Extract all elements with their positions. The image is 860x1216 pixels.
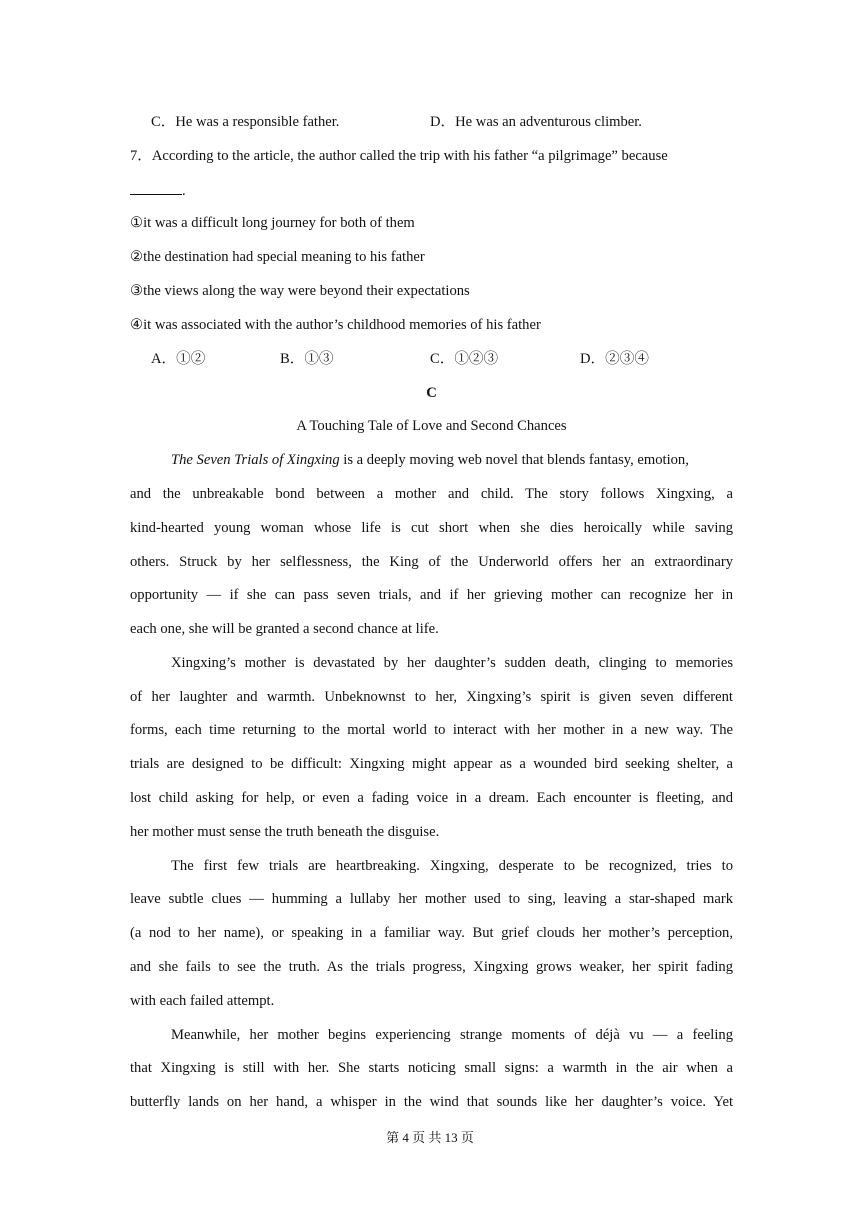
p2-line-4: trials are designed to be difficult: Xingxing might appear as a wounded bird seeking shelter, a bbox=[130, 756, 733, 772]
q7-statement-3: ③the views along the way were beyond their expectations bbox=[130, 283, 470, 299]
p3-line-2: leave subtle clues — humming a lullaby her mother used to sing, leaving a star-shaped mark bbox=[130, 891, 733, 907]
p3-line-1: The first few trials are heartbreaking. Xingxing, desperate to be recognized, tries to bbox=[171, 858, 733, 874]
q7-blank-line bbox=[130, 180, 733, 201]
q7-statement-1: ①it was a difficult long journey for both of them bbox=[130, 215, 415, 231]
q7-statement-4: ④it was associated with the author’s childhood memories of his father bbox=[130, 317, 541, 333]
q7-blank-period: . bbox=[182, 183, 186, 199]
q7-stem: 7．According to the article, the author called the trip with his father “a pilgrimage” because bbox=[130, 148, 668, 164]
q7-statement-2: ②the destination had special meaning to his father bbox=[130, 249, 425, 265]
p1-line-2: and the unbreakable bond between a mother and child. The story follows Xingxing, a bbox=[130, 486, 733, 502]
q7-option-b: B．①③ bbox=[280, 351, 334, 367]
p1-line-3: kind-hearted young woman whose life is cut short when she dies heroically while saving bbox=[130, 520, 733, 536]
p4-line-2: that Xingxing is still with her. She starts noticing small signs: a warmth in the air when a bbox=[130, 1060, 733, 1076]
p4-line-1: Meanwhile, her mother begins experiencing strange moments of déjà vu — a feeling bbox=[171, 1027, 733, 1043]
p2-line-1: Xingxing’s mother is devastated by her daughter’s sudden death, clinging to memories bbox=[171, 655, 733, 671]
q6-option-d: D．He was an adventurous climber. bbox=[430, 114, 642, 130]
p1-line-4: others. Struck by her selflessness, the King of the Underworld offers her an extraordinary bbox=[130, 554, 733, 570]
q6-option-c: C．He was a responsible father. bbox=[151, 114, 340, 130]
passage-title: A Touching Tale of Love and Second Chances bbox=[296, 418, 567, 434]
p2-line-2: of her laughter and warmth. Unbeknownst to her, Xingxing’s spirit is given seven different bbox=[130, 689, 733, 705]
q7-option-c: C．①②③ bbox=[430, 351, 499, 367]
p1-line-1: The Seven Trials of Xingxing is a deeply moving web novel that blends fantasy, emotion, bbox=[171, 452, 689, 468]
p2-line-5: lost child asking for help, or even a fading voice in a dream. Each encounter is fleeting, and bbox=[130, 790, 733, 806]
p1-line-6: each one, she will be granted a second chance at life. bbox=[130, 621, 439, 637]
p3-line-4: and she fails to see the truth. As the trials progress, Xingxing grows weaker, her spirit fading bbox=[130, 959, 733, 975]
novel-title: The Seven Trials of Xingxing bbox=[171, 452, 340, 468]
answer-blank bbox=[130, 180, 182, 195]
q7-option-d: D．②③④ bbox=[580, 351, 649, 367]
p1-line-5: opportunity — if she can pass seven trials, and if her grieving mother can recognize her in bbox=[130, 587, 733, 603]
section-label: C bbox=[426, 385, 437, 401]
q7-option-a: A．①② bbox=[151, 351, 206, 367]
p4-line-3: butterfly lands on her hand, a whisper in the wind that sounds like her daughter’s voice. Yet bbox=[130, 1094, 733, 1110]
p3-line-3: (a nod to her name), or speaking in a familiar way. But grief clouds her mother’s perception, bbox=[130, 925, 733, 941]
p3-line-5: with each failed attempt. bbox=[130, 993, 275, 1009]
p2-line-3: forms, each time returning to the mortal world to interact with her mother in a new way. The bbox=[130, 722, 733, 738]
p2-line-6: her mother must sense the truth beneath the disguise. bbox=[130, 824, 440, 840]
page-footer: 第 4 页 共 13 页 bbox=[386, 1130, 474, 1145]
